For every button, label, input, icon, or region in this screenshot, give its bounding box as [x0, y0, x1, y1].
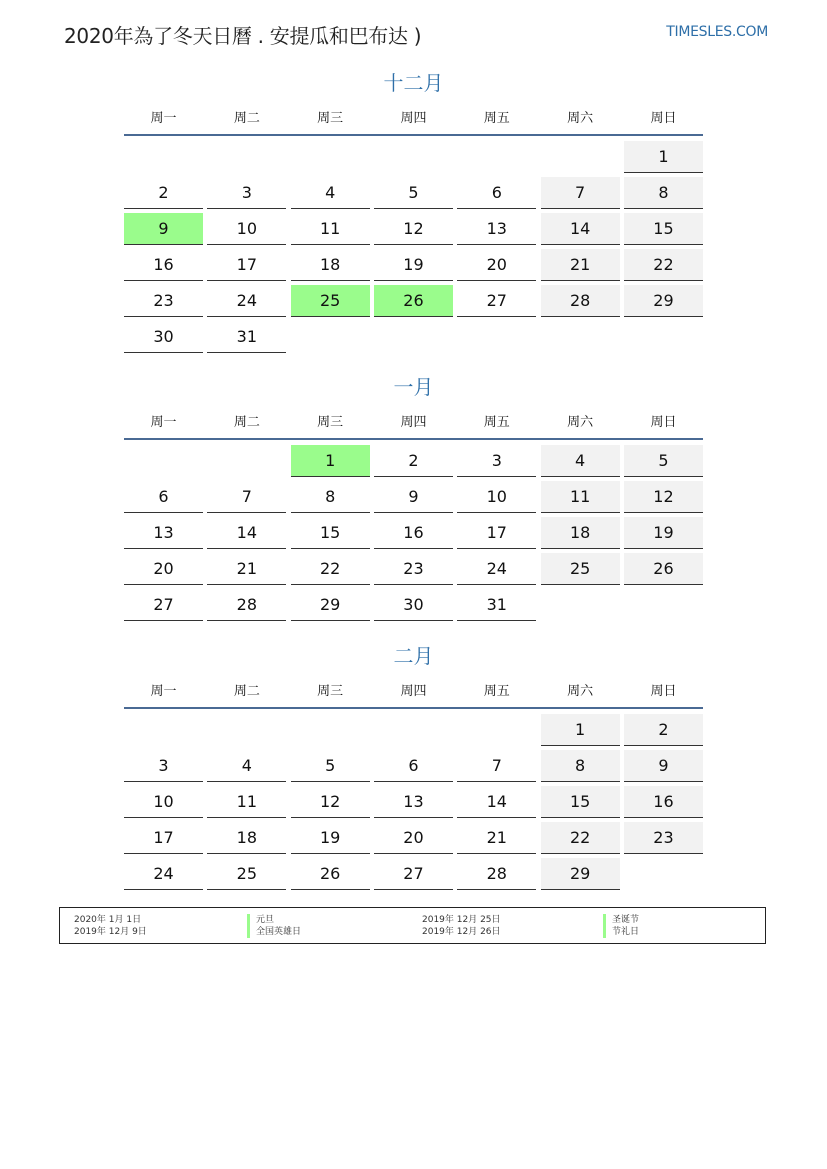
empty-cell — [374, 714, 453, 746]
day-cell[interactable]: 5 — [374, 177, 453, 209]
day-cell[interactable]: 28 — [457, 858, 536, 890]
day-cell[interactable]: 12 — [374, 213, 453, 245]
day-grid — [124, 445, 703, 621]
weekday-label: 周二 — [233, 414, 260, 430]
day-cell[interactable]: 22 — [541, 822, 620, 854]
day-cell[interactable]: 4 — [541, 445, 620, 477]
day-cell[interactable]: 10 — [124, 786, 203, 818]
day-cell[interactable]: 29 — [624, 285, 703, 317]
day-cell[interactable]: 7 — [207, 481, 286, 513]
weekday-label: 周日 — [650, 110, 677, 126]
day-cell[interactable]: 2 — [624, 714, 703, 746]
weekday-label: 周日 — [650, 683, 677, 699]
day-cell[interactable]: 24 — [124, 858, 203, 890]
empty-cell — [207, 141, 286, 173]
site-link[interactable]: TIMESLES.COM — [666, 24, 768, 40]
day-cell[interactable]: 15 — [291, 517, 370, 549]
weekday-label: 周一 — [150, 414, 177, 430]
weekday-label: 周一 — [150, 683, 177, 699]
day-cell[interactable]: 8 — [624, 177, 703, 209]
day-cell[interactable]: 24 — [207, 285, 286, 317]
day-cell[interactable]: 4 — [207, 750, 286, 782]
day-cell[interactable]: 25 — [291, 285, 370, 317]
header-rule — [124, 438, 703, 440]
day-cell[interactable]: 17 — [457, 517, 536, 549]
day-cell[interactable]: 23 — [374, 553, 453, 585]
weekday-label: 周日 — [650, 414, 677, 430]
legend-holiday-name: 元旦 — [247, 914, 274, 926]
day-cell[interactable]: 19 — [624, 517, 703, 549]
header-rule — [124, 134, 703, 136]
weekday-label: 周四 — [400, 110, 427, 126]
day-cell[interactable]: 2 — [124, 177, 203, 209]
day-cell[interactable]: 20 — [374, 822, 453, 854]
weekday-label: 周三 — [317, 110, 344, 126]
empty-cell — [374, 141, 453, 173]
day-cell[interactable]: 3 — [457, 445, 536, 477]
day-cell[interactable]: 30 — [124, 321, 203, 353]
day-cell[interactable]: 1 — [541, 714, 620, 746]
weekday-label: 周四 — [400, 414, 427, 430]
day-cell[interactable]: 4 — [291, 177, 370, 209]
holiday-legend — [59, 907, 766, 944]
day-cell[interactable]: 12 — [624, 481, 703, 513]
day-cell[interactable]: 16 — [624, 786, 703, 818]
day-cell[interactable]: 9 — [124, 213, 203, 245]
day-cell[interactable]: 29 — [541, 858, 620, 890]
day-cell[interactable]: 12 — [291, 786, 370, 818]
day-cell[interactable]: 5 — [291, 750, 370, 782]
month-january — [124, 372, 703, 621]
day-cell[interactable]: 14 — [541, 213, 620, 245]
day-cell[interactable]: 18 — [541, 517, 620, 549]
weekday-label: 周六 — [567, 110, 594, 126]
day-cell[interactable]: 27 — [124, 589, 203, 621]
day-cell[interactable]: 11 — [207, 786, 286, 818]
month-december — [124, 68, 703, 353]
day-cell[interactable]: 3 — [124, 750, 203, 782]
day-cell[interactable]: 17 — [124, 822, 203, 854]
legend-date: 2019年 12月 26日 — [422, 927, 501, 937]
empty-cell — [207, 445, 286, 477]
empty-cell — [541, 141, 620, 173]
empty-cell — [207, 714, 286, 746]
day-cell[interactable]: 8 — [291, 481, 370, 513]
empty-cell — [291, 141, 370, 173]
month-title: 一月 — [393, 375, 434, 399]
month-title: 十二月 — [383, 71, 444, 95]
day-cell[interactable]: 21 — [541, 249, 620, 281]
weekday-header — [124, 100, 703, 132]
weekday-label: 周六 — [567, 683, 594, 699]
day-cell[interactable]: 25 — [541, 553, 620, 585]
empty-cell — [124, 445, 203, 477]
day-cell[interactable]: 23 — [124, 285, 203, 317]
weekday-header — [124, 673, 703, 705]
legend-holiday-name: 圣诞节 — [603, 914, 639, 926]
day-cell[interactable]: 1 — [624, 141, 703, 173]
day-cell[interactable]: 2 — [374, 445, 453, 477]
day-cell[interactable]: 6 — [374, 750, 453, 782]
day-cell[interactable]: 21 — [457, 822, 536, 854]
day-cell[interactable]: 3 — [207, 177, 286, 209]
day-cell[interactable]: 16 — [124, 249, 203, 281]
day-cell[interactable]: 26 — [291, 858, 370, 890]
weekday-label: 周六 — [567, 414, 594, 430]
day-cell[interactable]: 27 — [374, 858, 453, 890]
day-cell[interactable]: 10 — [207, 213, 286, 245]
day-cell[interactable]: 18 — [291, 249, 370, 281]
day-cell[interactable]: 20 — [124, 553, 203, 585]
empty-cell — [291, 714, 370, 746]
month-title: 二月 — [393, 644, 434, 668]
day-cell[interactable]: 13 — [124, 517, 203, 549]
day-cell[interactable]: 21 — [207, 553, 286, 585]
day-cell[interactable]: 29 — [291, 589, 370, 621]
day-cell[interactable]: 7 — [457, 750, 536, 782]
empty-cell — [457, 714, 536, 746]
weekday-label: 周三 — [317, 414, 344, 430]
weekday-label: 周五 — [483, 414, 510, 430]
day-cell[interactable]: 27 — [457, 285, 536, 317]
legend-date: 2019年 12月 25日 — [422, 915, 501, 925]
day-cell[interactable]: 17 — [207, 249, 286, 281]
weekday-label: 周二 — [233, 683, 260, 699]
day-cell[interactable]: 11 — [291, 213, 370, 245]
day-cell[interactable]: 28 — [541, 285, 620, 317]
empty-cell — [124, 141, 203, 173]
day-cell[interactable]: 13 — [374, 786, 453, 818]
day-cell[interactable]: 6 — [124, 481, 203, 513]
page-title: 2020年為了冬天日曆 . 安提瓜和巴布达 ) — [64, 24, 422, 48]
day-cell[interactable]: 11 — [541, 481, 620, 513]
day-cell[interactable]: 18 — [207, 822, 286, 854]
weekday-label: 周三 — [317, 683, 344, 699]
empty-cell — [124, 714, 203, 746]
day-cell[interactable]: 14 — [457, 786, 536, 818]
weekday-label: 周五 — [483, 110, 510, 126]
day-cell[interactable]: 31 — [457, 589, 536, 621]
day-cell[interactable]: 15 — [541, 786, 620, 818]
header-rule — [124, 707, 703, 709]
day-grid — [124, 141, 703, 353]
day-cell[interactable]: 23 — [624, 822, 703, 854]
month-february — [124, 641, 703, 890]
day-cell[interactable]: 31 — [207, 321, 286, 353]
day-cell[interactable]: 8 — [541, 750, 620, 782]
day-cell[interactable]: 28 — [207, 589, 286, 621]
weekday-label: 周四 — [400, 683, 427, 699]
day-cell[interactable]: 16 — [374, 517, 453, 549]
day-cell[interactable]: 22 — [291, 553, 370, 585]
day-cell[interactable]: 25 — [207, 858, 286, 890]
day-cell[interactable]: 5 — [624, 445, 703, 477]
legend-date: 2019年 12月 9日 — [74, 927, 147, 937]
day-cell[interactable]: 13 — [457, 213, 536, 245]
day-cell[interactable]: 6 — [457, 177, 536, 209]
day-cell[interactable]: 30 — [374, 589, 453, 621]
day-cell[interactable]: 9 — [624, 750, 703, 782]
day-cell[interactable]: 14 — [207, 517, 286, 549]
day-cell[interactable]: 10 — [457, 481, 536, 513]
weekday-label: 周五 — [483, 683, 510, 699]
legend-holiday-name: 全国英雄日 — [247, 926, 301, 938]
day-cell[interactable]: 26 — [624, 553, 703, 585]
weekday-label: 周一 — [150, 110, 177, 126]
day-cell[interactable]: 24 — [457, 553, 536, 585]
weekday-label: 周二 — [233, 110, 260, 126]
day-grid — [124, 714, 703, 890]
day-cell[interactable]: 7 — [541, 177, 620, 209]
legend-holiday-name: 节礼日 — [603, 926, 639, 938]
day-cell[interactable]: 20 — [457, 249, 536, 281]
day-cell[interactable]: 26 — [374, 285, 453, 317]
day-cell[interactable]: 22 — [624, 249, 703, 281]
legend-date: 2020年 1月 1日 — [74, 915, 142, 925]
day-cell[interactable]: 1 — [291, 445, 370, 477]
weekday-header — [124, 404, 703, 436]
empty-cell — [457, 141, 536, 173]
day-cell[interactable]: 9 — [374, 481, 453, 513]
day-cell[interactable]: 15 — [624, 213, 703, 245]
day-cell[interactable]: 19 — [374, 249, 453, 281]
day-cell[interactable]: 19 — [291, 822, 370, 854]
